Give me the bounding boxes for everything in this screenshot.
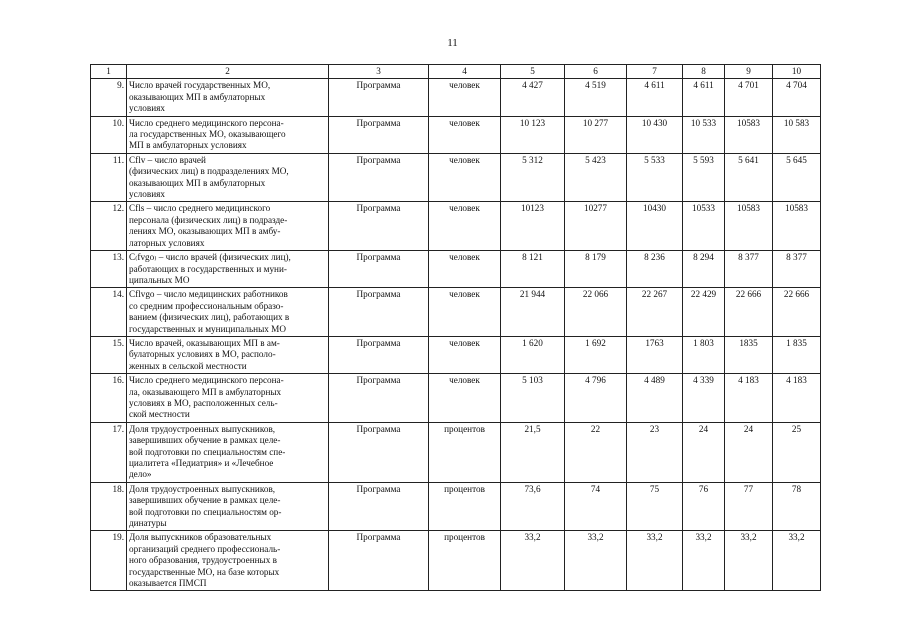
value-cell: 33,2 <box>773 531 821 591</box>
indicator-name-line: ного образования, трудоустроенных в <box>129 555 277 566</box>
indicator-name-line: Доля выпускников образовательных <box>129 532 272 543</box>
value-cell: 4 183 <box>773 374 821 423</box>
indicator-name-line: Число врачей, оказывающих МП в ам- <box>129 337 280 348</box>
value-cell: 1 692 <box>565 336 627 373</box>
indicator-name-line: ла, оказывающего МП в амбулаторных <box>129 386 282 397</box>
row-number: 13. <box>91 251 127 288</box>
source-cell: Программа <box>329 251 429 288</box>
column-number: 5 <box>501 65 565 79</box>
value-cell: 74 <box>565 482 627 531</box>
unit-cell: человек <box>429 116 501 153</box>
indicator-name <box>127 153 329 202</box>
table-row <box>91 422 821 482</box>
source-cell: Программа <box>329 374 429 423</box>
column-number: 7 <box>627 65 683 79</box>
indicator-name-line: Cfls – число среднего медицинского <box>129 203 271 214</box>
indicator-name-line: булаторных условиях в МО, располо- <box>129 349 276 360</box>
column-number: 2 <box>127 65 329 79</box>
source-cell: Программа <box>329 422 429 482</box>
indicator-name-line: государственные МО, на базе которых <box>129 566 280 577</box>
indicator-name-line: оказывающих МП в амбулаторных <box>129 177 266 188</box>
unit-cell: человек <box>429 202 501 251</box>
unit-cell: человек <box>429 336 501 373</box>
indicator-name-line: завершивших обучение в рамках целе- <box>129 495 281 506</box>
value-cell: 33,2 <box>501 531 565 591</box>
value-cell: 21 944 <box>501 288 565 337</box>
indicator-name-line: МП в амбулаторных условиях <box>129 140 247 151</box>
table-row <box>91 153 821 202</box>
table-row <box>91 202 821 251</box>
value-cell: 4 611 <box>683 79 725 116</box>
indicator-name <box>127 482 329 531</box>
indicator-name-line: вой подготовки по специальностям ор- <box>129 506 282 517</box>
row-number: 12. <box>91 202 127 251</box>
indicator-name-line: работающих в государственных и муни- <box>129 263 287 274</box>
column-number-row <box>91 65 821 79</box>
indicator-name-line: Число среднего медицинского персона- <box>129 375 284 386</box>
value-cell: 5 533 <box>627 153 683 202</box>
indicator-name-line: вой подготовки по специальностям спе- <box>129 446 286 457</box>
value-cell: 5 312 <box>501 153 565 202</box>
unit-cell: человек <box>429 153 501 202</box>
row-number: 18. <box>91 482 127 531</box>
indicator-name-line: условиях <box>129 189 165 200</box>
value-cell: 1 620 <box>501 336 565 373</box>
row-number: 10. <box>91 116 127 153</box>
indicator-name <box>127 251 329 288</box>
value-cell: 21,5 <box>501 422 565 482</box>
row-number: 16. <box>91 374 127 423</box>
indicator-name-line: со средним профессиональным образо- <box>129 300 284 311</box>
unit-cell: человек <box>429 374 501 423</box>
indicator-name-line: Доля трудоустроенных выпускников, <box>129 483 276 494</box>
indicator-name-line: условиях <box>129 103 165 114</box>
value-cell: 10 533 <box>683 116 725 153</box>
indicator-name-line: C₍fvgo₎ – число врачей (физических лиц), <box>129 252 291 263</box>
indicator-name-line: Число среднего медицинского персона- <box>129 117 284 128</box>
value-cell: 78 <box>773 482 821 531</box>
value-cell: 1 835 <box>773 336 821 373</box>
value-cell: 22 267 <box>627 288 683 337</box>
value-cell: 4 796 <box>565 374 627 423</box>
unit-cell: процентов <box>429 531 501 591</box>
indicator-name <box>127 422 329 482</box>
row-number: 9. <box>91 79 127 116</box>
value-cell: 8 377 <box>773 251 821 288</box>
value-cell: 10430 <box>627 202 683 251</box>
value-cell: 4 183 <box>725 374 773 423</box>
value-cell: 75 <box>627 482 683 531</box>
source-cell: Программа <box>329 202 429 251</box>
value-cell: 33,2 <box>683 531 725 591</box>
row-number: 14. <box>91 288 127 337</box>
value-cell: 24 <box>683 422 725 482</box>
value-cell: 8 236 <box>627 251 683 288</box>
value-cell: 1763 <box>627 336 683 373</box>
value-cell: 10583 <box>773 202 821 251</box>
indicator-name <box>127 116 329 153</box>
value-cell: 5 593 <box>683 153 725 202</box>
indicator-name-line: оказывается ПМСП <box>129 578 207 589</box>
value-cell: 4 701 <box>725 79 773 116</box>
column-number: 9 <box>725 65 773 79</box>
table-row <box>91 116 821 153</box>
indicator-name-line: лениях МО, оказывающих МП в амбу- <box>129 226 281 237</box>
indicator-name <box>127 336 329 373</box>
indicator-name <box>127 531 329 591</box>
source-cell: Программа <box>329 153 429 202</box>
row-number: 17. <box>91 422 127 482</box>
row-number: 11. <box>91 153 127 202</box>
table-row <box>91 288 821 337</box>
value-cell: 33,2 <box>627 531 683 591</box>
value-cell: 10583 <box>725 116 773 153</box>
value-cell: 22 <box>565 422 627 482</box>
value-cell: 8 179 <box>565 251 627 288</box>
value-cell: 10 277 <box>565 116 627 153</box>
indicator-name-line: Cflv – число врачей <box>129 154 206 165</box>
source-cell: Программа <box>329 79 429 116</box>
value-cell: 77 <box>725 482 773 531</box>
value-cell: 10 123 <box>501 116 565 153</box>
indicator-name-line: женных в сельской местности <box>129 360 247 371</box>
value-cell: 5 645 <box>773 153 821 202</box>
indicator-name-line: циалитета «Педиатрия» и «Лечебное <box>129 458 274 468</box>
indicator-name-line: Cflvgo – число медицинских работников <box>129 289 288 300</box>
value-cell: 22 666 <box>773 288 821 337</box>
value-cell: 5 103 <box>501 374 565 423</box>
table-row <box>91 374 821 423</box>
indicator-name-line: ской местности <box>129 409 190 420</box>
value-cell: 1 803 <box>683 336 725 373</box>
value-cell: 4 611 <box>627 79 683 116</box>
indicator-name-line: ципальных МО <box>129 274 190 285</box>
table-row <box>91 336 821 373</box>
indicator-name-line: (физических лиц) в подразделениях МО, <box>129 166 289 177</box>
column-number: 4 <box>429 65 501 79</box>
indicator-name-line: ла государственных МО, оказывающего <box>129 129 286 140</box>
source-cell: Программа <box>329 288 429 337</box>
value-cell: 4 519 <box>565 79 627 116</box>
source-cell: Программа <box>329 482 429 531</box>
value-cell: 5 641 <box>725 153 773 202</box>
value-cell: 4 489 <box>627 374 683 423</box>
page-number: 11 <box>447 37 458 49</box>
indicators-table <box>90 64 821 591</box>
table-row <box>91 251 821 288</box>
table-row <box>91 79 821 116</box>
value-cell: 76 <box>683 482 725 531</box>
value-cell: 24 <box>725 422 773 482</box>
value-cell: 22 666 <box>725 288 773 337</box>
indicator-name-line: персонала (физических лиц) в подразде- <box>129 214 288 225</box>
row-number: 15. <box>91 336 127 373</box>
value-cell: 22 066 <box>565 288 627 337</box>
value-cell: 8 377 <box>725 251 773 288</box>
value-cell: 8 121 <box>501 251 565 288</box>
column-number: 8 <box>683 65 725 79</box>
value-cell: 10 583 <box>773 116 821 153</box>
value-cell: 4 704 <box>773 79 821 116</box>
indicator-name-line: Число врачей государственных МО, <box>129 80 271 91</box>
indicator-name-line: условиях в МО, расположенных сель- <box>129 397 278 408</box>
indicator-name-line: ванием (физических лиц), работающих в <box>129 312 290 323</box>
indicator-name-line: динатуры <box>129 518 167 529</box>
indicator-name-line: оказывающих МП в амбулаторных <box>129 91 266 102</box>
column-number: 1 <box>91 65 127 79</box>
source-cell: Программа <box>329 336 429 373</box>
unit-cell: человек <box>429 251 501 288</box>
indicator-name-line: латорных условиях <box>129 237 205 248</box>
value-cell: 1835 <box>725 336 773 373</box>
value-cell: 73,6 <box>501 482 565 531</box>
value-cell: 33,2 <box>725 531 773 591</box>
value-cell: 4 339 <box>683 374 725 423</box>
indicator-name-line: государственных и муниципальных МО <box>129 323 286 334</box>
indicator-name-line: завершивших обучение в рамках целе- <box>129 435 281 446</box>
column-number: 10 <box>773 65 821 79</box>
value-cell: 23 <box>627 422 683 482</box>
column-number: 6 <box>565 65 627 79</box>
indicator-name <box>127 79 329 116</box>
indicator-name-line: организаций среднего профессиональ- <box>129 543 281 554</box>
indicator-name-line: дело» <box>129 469 152 480</box>
value-cell: 4 427 <box>501 79 565 116</box>
source-cell: Программа <box>329 531 429 591</box>
source-cell: Программа <box>329 116 429 153</box>
value-cell: 10 430 <box>627 116 683 153</box>
value-cell: 10123 <box>501 202 565 251</box>
value-cell: 5 423 <box>565 153 627 202</box>
indicator-name <box>127 374 329 423</box>
value-cell: 10583 <box>725 202 773 251</box>
table-row <box>91 482 821 531</box>
value-cell: 8 294 <box>683 251 725 288</box>
indicator-name <box>127 202 329 251</box>
indicator-name <box>127 288 329 337</box>
value-cell: 25 <box>773 422 821 482</box>
unit-cell: процентов <box>429 422 501 482</box>
value-cell: 10533 <box>683 202 725 251</box>
table-row <box>91 531 821 591</box>
row-number: 19. <box>91 531 127 591</box>
value-cell: 10277 <box>565 202 627 251</box>
column-number: 3 <box>329 65 429 79</box>
indicator-name-line: Доля трудоустроенных выпускников, <box>129 423 276 434</box>
value-cell: 33,2 <box>565 531 627 591</box>
value-cell: 22 429 <box>683 288 725 337</box>
unit-cell: процентов <box>429 482 501 531</box>
unit-cell: человек <box>429 288 501 337</box>
unit-cell: человек <box>429 79 501 116</box>
